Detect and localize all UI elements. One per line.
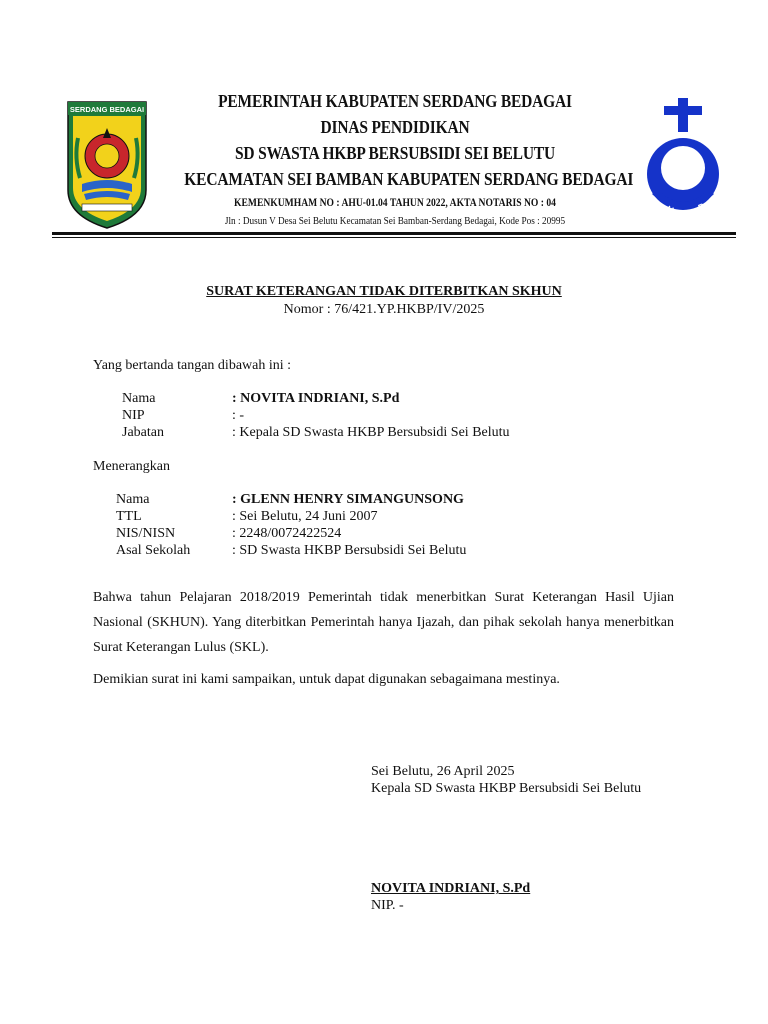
signer-name-value: : NOVITA INDRIANI, S.Pd [232,391,400,406]
address-line: Jln : Dusun V Desa Sei Belutu Kecamatan Sei Bamban-Serdang Bedagai, Kode Pos : 20995 [224,215,566,227]
svg-text:SERDANG BEDAGAI: SERDANG BEDAGAI [69,105,145,114]
hkbp-cross-emblem-icon [638,96,728,226]
signature-name: NOVITA INDRIANI, S.Pd [371,881,531,896]
place-date: Sei Belutu, 26 April 2025 [371,764,515,779]
district-title: KECAMATAN SEI BAMBAN KABUPATEN SERDANG BEDAGAI [184,169,634,189]
school-title: SD SWASTA HKBP BERSUBSIDI SEI BELUTU [234,143,556,163]
svg-text:K: K [676,209,685,220]
svg-text:H: H [665,203,676,216]
signer-name-label: Nama [122,391,156,406]
serdang-bedagai-emblem-icon [62,98,152,230]
government-title: PEMERINTAH KABUPATEN SERDANG BEDAGAI [218,91,572,111]
student-ttl-label: TTL [116,509,142,524]
letterhead [0,0,768,240]
letterhead-divider-thin [52,237,736,238]
student-nis-value: : 2248/0072422524 [232,526,342,541]
svg-text:P: P [696,201,707,213]
registration-line: KEMENKUMHAM NO : AHU-01.04 TAHUN 2022, AKTA NOTARIS NO : 04 [234,195,556,209]
svg-text:B: B [687,208,696,219]
document-title: SURAT KETERANGAN TIDAK DITERBITKAN SKHUN [206,284,562,299]
student-ttl-value: : Sei Belutu, 24 Juni 2007 [232,509,378,524]
student-name-value: : GLENN HENRY SIMANGUNSONG [232,492,464,507]
signer-position: Kepala SD Swasta HKBP Bersubsidi Sei Belutu [371,781,642,796]
student-nis-label: NIS/NISN [116,526,176,541]
body-paragraph: Bahwa tahun Pelajaran 2018/2019 Pemerintah tidak menerbitkan Surat Keterangan Hasil Ujian Nasional (SKHUN). Yang diterbitkan Pemerintah hanya Ijazah, dan pihak sekolah hanya menerbitkan Surat Keterangan Lulus (SKL). [93,590,674,655]
department-title: DINAS PENDIDIKAN [320,117,470,137]
closing-paragraph: Demikian surat ini kami sampaikan, untuk dapat digunakan sebagaimana mestinya. [93,672,560,687]
signer-nip-label: NIP [122,408,145,423]
signature-nip: NIP. - [371,898,404,913]
intro-text: Yang bertanda tangan dibawah ini : [93,358,292,373]
explains-text: Menerangkan [93,459,170,474]
student-school-value: : SD Swasta HKBP Bersubsidi Sei Belutu [232,543,467,558]
signer-position-value: : Kepala SD Swasta HKBP Bersubsidi Sei Belutu [232,425,510,440]
document-number: Nomor : 76/421.YP.HKBP/IV/2025 [283,302,485,317]
student-name-label: Nama [116,492,150,507]
student-school-label: Asal Sekolah [116,543,191,558]
signer-nip-value: : - [232,408,245,423]
letterhead-text [150,88,640,228]
signer-position-label: Jabatan [122,425,164,440]
letterhead-divider-thick [52,232,736,235]
